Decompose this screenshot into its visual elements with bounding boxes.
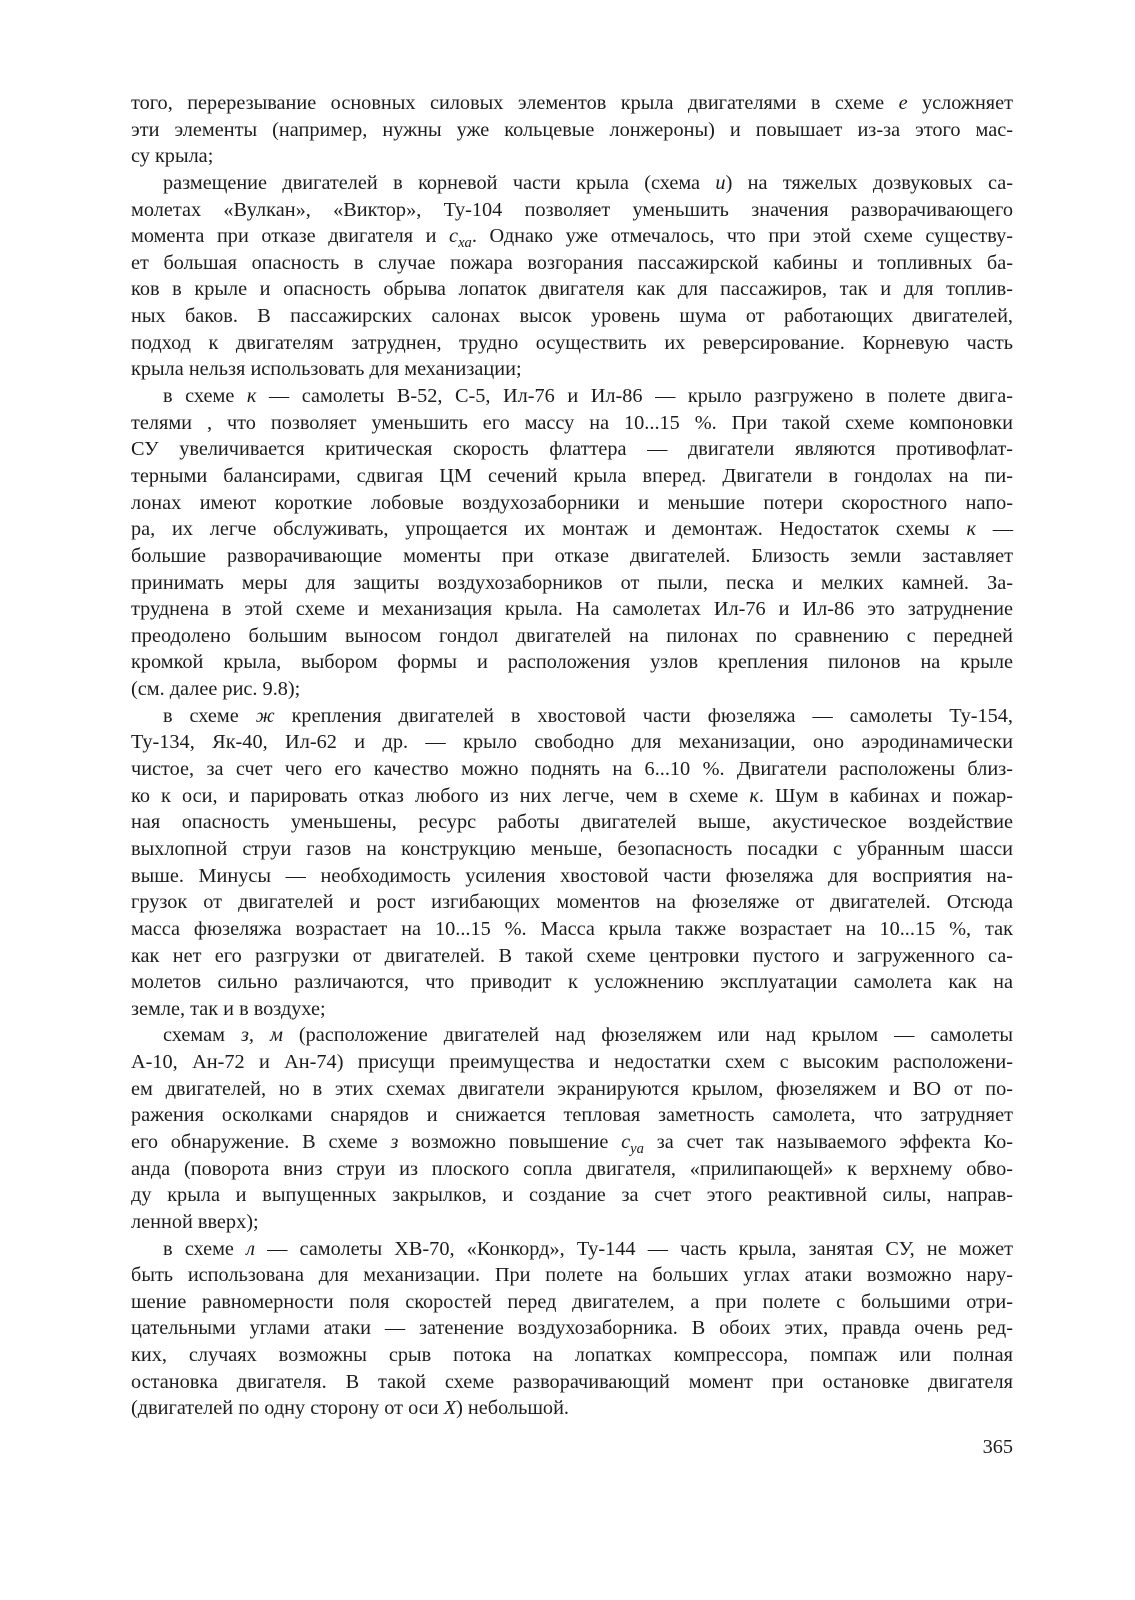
text-line <box>131 303 1013 330</box>
text-run: земле, так и в воздухе; <box>131 997 326 1020</box>
subscript: xa <box>458 235 472 252</box>
italic-text: и <box>715 171 726 194</box>
italic-text: з, м <box>240 1024 283 1047</box>
text-line <box>131 596 1013 623</box>
text-run: (двигателей по одну сторону от оси <box>131 1397 444 1420</box>
text-run: преодолено большим выносом гондол двигателей на пилонах по сравнению с передней <box>131 624 1013 647</box>
text-run: выхлопной струи газов на конструкцию меньше, безопасность посадки с убранным шасси <box>131 837 1013 860</box>
text-line <box>131 276 1013 303</box>
text-run: ков в крыле и опасность обрыва лопаток двигателя как для пассажиров, так и для топлив- <box>131 278 1013 301</box>
text-run: в схеме <box>163 704 256 727</box>
text-run: ет большая опасность в случае пожара возгорания пассажирской кабины и топливных ба- <box>131 251 1013 274</box>
italic-text: з <box>390 1130 399 1153</box>
text-run: лонах имеют короткие лобовые воздухозаборники и меньшие потери скоростного напо- <box>131 491 1013 514</box>
text-run: крыла нельзя использовать для механизации; <box>131 358 522 381</box>
text-run: СУ увеличивается критическая скорость флаттера — двигатели являются противофлат- <box>131 438 1013 461</box>
text-line <box>131 490 1013 517</box>
paragraph-first-line <box>131 170 1013 197</box>
text-run: ных баков. В пассажирских салонах высок уровень шума от работающих двигателей, <box>131 305 1013 328</box>
text-line <box>131 623 1013 650</box>
text-run: Ту-134, Як-40, Ил-62 и др. — крыло свободно для механизации, оно аэродинамически <box>131 731 1013 754</box>
paragraph-first-line <box>131 1022 1013 1049</box>
italic-text: c <box>621 1130 631 1153</box>
text-run: быть использована для механизации. При полете на больших углах атаки возможно нару- <box>131 1264 1013 1287</box>
text-run: его обнаружение. В схеме <box>131 1130 391 1153</box>
text-line <box>131 1369 1013 1396</box>
subscript: ya <box>630 1141 644 1158</box>
text-run: молетах «Вулкан», «Виктор», Ту-104 позволяет уменьшить значения разворачивающего <box>131 198 1013 221</box>
text-run: чистое, за счет чего его качество можно поднять на 6...10 %. Двигатели расположены близ- <box>131 758 1013 781</box>
text-line <box>131 1342 1013 1369</box>
text-run: в схеме <box>163 385 247 408</box>
text-run: ких, случаях возможны срыв потока на лопатках компрессора, помпаж или полная <box>131 1344 1013 1367</box>
text-run: (расположение двигателей над фюзеляжем или над крылом — самолеты <box>282 1024 1013 1047</box>
text-line <box>131 1315 1013 1342</box>
paragraph-first-line <box>131 703 1013 730</box>
italic-text: е <box>898 92 908 114</box>
text-run: телями , что позволяет уменьшить его массу на 10...15 %. При такой схеме компоновки <box>131 411 1013 434</box>
text-run: ра, их легче обслуживать, упрощается их монтаж и демонтаж. Недостаток схемы <box>131 518 967 541</box>
text-line <box>131 836 1013 863</box>
text-line <box>131 516 1013 543</box>
text-run: масса фюзеляжа возрастает на 10...15 %. Масса крыла также возрастает на 10...15 %, так <box>131 917 1013 940</box>
text-run: . Шум в кабинах и пожар- <box>758 784 1013 807</box>
text-run: как нет его разгрузки от двигателей. В такой схеме центровки пустого и загруженного са- <box>131 944 1013 967</box>
text-line <box>131 809 1013 836</box>
text-run: А-10, Ан-72 и Ан-74) присущи преимущества и недостатки схем с высоким расположени- <box>131 1051 1013 1074</box>
text-run: в схеме <box>163 1237 247 1260</box>
text-run: принимать меры для защиты воздухозаборников от пыли, песка и мелких камней. За- <box>131 571 1013 594</box>
text-run: су крыла; <box>131 145 214 168</box>
text-run: кромкой крыла, выбором формы и расположения узлов крепления пилонов на крыле <box>131 651 1013 674</box>
text-run: (см. далее рис. 9.8); <box>131 678 301 701</box>
text-line <box>131 676 1013 703</box>
text-run: — самолеты ХВ-70, «Конкорд», Ту-144 — часть крыла, занятая СУ, не может <box>254 1237 1013 1260</box>
text-run: подход к двигателям затруднен, трудно осуществить их реверсирование. Корневую часть <box>131 331 1013 354</box>
text-line <box>131 756 1013 783</box>
text-run: анда (поворота вниз струи из плоского сопла двигателя, «прилипающей» к верхнему обво- <box>131 1157 1013 1180</box>
text-line <box>131 143 1013 170</box>
document-body <box>131 90 1013 1422</box>
text-run: выше. Минусы — необходимость усиления хвостовой части фюзеляжа для восприятия на- <box>131 864 1013 887</box>
text-line <box>131 1182 1013 1209</box>
text-run: остановка двигателя. В такой схеме разворачивающий момент при остановке двигателя <box>131 1370 1013 1393</box>
text-line <box>131 889 1013 916</box>
text-line <box>131 543 1013 570</box>
text-run: эти элементы (например, нужны уже кольцевые лонжероны) и повышает из-за этого мас- <box>131 118 1013 141</box>
text-line <box>131 1395 1013 1422</box>
text-run: . Однако уже отмечалось, что при этой схеме существу- <box>471 225 1013 248</box>
text-run: крепления двигателей в хвостовой части фюзеляжа — самолеты Ту-154, <box>274 704 1013 727</box>
text-line <box>131 783 1013 810</box>
text-run: размещение двигателей в корневой части крыла (схема <box>163 171 716 194</box>
text-run: — <box>975 518 1013 541</box>
italic-text: л <box>246 1237 255 1260</box>
italic-text: c <box>449 225 459 248</box>
text-line <box>131 996 1013 1023</box>
text-line <box>131 223 1013 250</box>
text-run: терными балансирами, сдвигая ЦМ сечений крыла вперед. Двигатели в гондолах на пи- <box>131 464 1013 487</box>
text-line <box>131 1156 1013 1183</box>
text-line <box>131 463 1013 490</box>
text-line <box>131 1102 1013 1129</box>
text-run: того, перерезывание основных силовых элементов крыла двигателями в схеме <box>131 92 899 114</box>
text-line <box>131 943 1013 970</box>
text-line <box>131 197 1013 224</box>
text-run: цательными углами атаки — затенение воздухозаборника. В обоих этих, правда очень ред- <box>131 1317 1013 1340</box>
text-run: большие разворачивающие моменты при отказе двигателей. Близость земли заставляет <box>131 544 1013 567</box>
text-line <box>131 330 1013 357</box>
text-run: труднена в этой схеме и механизация крыла. На самолетах Ил-76 и Ил-86 это затруднение <box>131 598 1013 621</box>
page-number: 365 <box>982 1436 1013 1458</box>
text-run: возможно повышение <box>398 1130 622 1153</box>
text-run: ) небольшой. <box>456 1397 570 1420</box>
text-line <box>131 117 1013 144</box>
text-line <box>131 1076 1013 1103</box>
italic-text: к <box>966 518 976 541</box>
text-line <box>131 436 1013 463</box>
italic-text: к <box>749 784 759 807</box>
text-run: усложняет <box>907 92 1013 114</box>
text-line <box>131 570 1013 597</box>
paragraph-first-line <box>131 383 1013 410</box>
text-run: ко к оси, и парировать отказ любого из них легче, чем в схеме <box>131 784 750 807</box>
italic-text: X <box>443 1397 457 1420</box>
text-line <box>131 1049 1013 1076</box>
text-line <box>131 410 1013 437</box>
italic-text: ж <box>255 704 275 727</box>
text-run: ражения осколками снарядов и снижается тепловая заметность самолета, что затрудняет <box>131 1104 1013 1127</box>
text-line <box>131 969 1013 996</box>
text-run: за счет так называемого эффекта Ко- <box>643 1130 1014 1153</box>
text-line <box>131 729 1013 756</box>
text-line <box>131 90 1013 117</box>
text-run: шение равномерности поля скоростей перед двигателем, а при полете с большими отри- <box>131 1290 1013 1313</box>
text-line <box>131 649 1013 676</box>
text-line <box>131 356 1013 383</box>
text-line <box>131 1262 1013 1289</box>
text-line <box>131 863 1013 890</box>
paragraph-first-line <box>131 1236 1013 1263</box>
text-run: ) на тяжелых дозвуковых са- <box>725 171 1013 194</box>
text-run: ем двигателей, но в этих схемах двигатели экранируются крылом, фюзеляжем и ВО от по- <box>131 1077 1013 1100</box>
text-line <box>131 1129 1013 1156</box>
italic-text: к <box>246 385 257 408</box>
text-line <box>131 916 1013 943</box>
text-line <box>131 1289 1013 1316</box>
text-line <box>131 1209 1013 1236</box>
text-run: молетов сильно различаются, что приводит к усложнению эксплуатации самолета как на <box>131 971 1013 994</box>
text-run: ду крыла и выпущенных закрылков, и создание за счет этого реактивной силы, направ- <box>131 1184 1013 1207</box>
text-run: ная опасность уменьшены, ресурс работы двигателей выше, акустическое воздействие <box>131 811 1013 834</box>
text-run: — самолеты В-52, С-5, Ил-76 и Ил-86 — крыло разгружено в полете двига- <box>256 385 1013 408</box>
text-run: ленной вверх); <box>131 1210 259 1233</box>
text-run: момента при отказе двигателя и <box>131 225 450 248</box>
text-run: схемам <box>163 1024 241 1047</box>
text-run: грузок от двигателей и рост изгибающих моментов на фюзеляже от двигателей. Отсюда <box>131 891 1013 914</box>
text-line <box>131 250 1013 277</box>
